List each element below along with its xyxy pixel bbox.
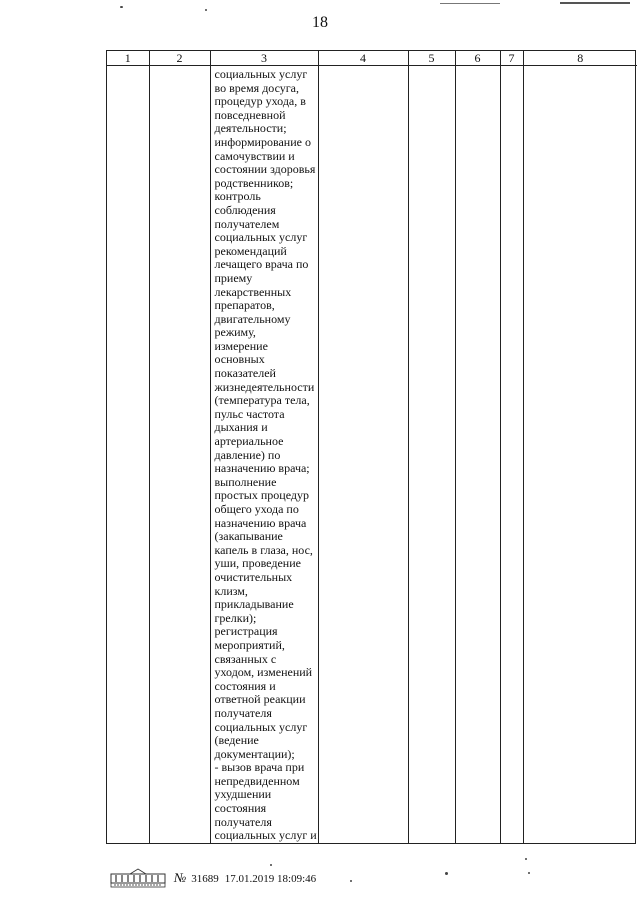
cell-col-8 [523, 66, 637, 844]
description-line: ухудшении [214, 787, 272, 802]
description-line: выполнение [214, 474, 277, 489]
scan-speck [528, 872, 530, 874]
description-line: социальных услуг [214, 67, 308, 81]
description-line: приему [214, 270, 253, 285]
description-line: грелки); [214, 610, 257, 625]
description-line: информирование о [214, 134, 311, 149]
registration-stamp [174, 870, 316, 886]
description-line: двигательному [214, 311, 291, 326]
cell-col-4 [318, 66, 408, 844]
cell-col-2 [149, 66, 210, 844]
description-line: лечащего врача по [214, 257, 309, 272]
description-line: дыхания и [214, 420, 268, 435]
description-line: капель в глаза, нос, [214, 542, 313, 557]
description-line: назначению врача; [214, 461, 310, 476]
cell-col-7 [500, 66, 523, 844]
description-line: очистительных [214, 569, 293, 584]
description-line: прикладывание [214, 597, 294, 612]
table-header-row [107, 51, 637, 66]
description-line: состояния и [214, 678, 276, 693]
description-line: состояния [214, 801, 267, 816]
cell-col-6 [455, 66, 500, 844]
scan-speck [270, 864, 272, 866]
cell-col-5 [408, 66, 455, 844]
cell-col-3 [210, 66, 318, 844]
header-col-4: 4 [318, 51, 408, 66]
scan-speck [205, 9, 207, 11]
description-line: получателя [214, 705, 272, 720]
header-col-6: 6 [455, 51, 500, 66]
registration-number: 31689 [191, 873, 219, 885]
header-col-3: 3 [210, 51, 318, 66]
description-line: получателем [214, 216, 280, 231]
description-line: препаратов, [214, 298, 275, 313]
description-line: рекомендаций [214, 243, 287, 258]
cell-col-1 [107, 66, 149, 844]
description-line: (закапывание [214, 529, 283, 544]
number-sign: № [174, 870, 187, 885]
service-description [211, 66, 318, 843]
description-line: мероприятий, [214, 637, 285, 652]
description-line: простых процедур [214, 488, 309, 503]
description-line: ответной реакции [214, 692, 306, 707]
registration-datetime: 17.01.2019 18:09:46 [224, 873, 317, 885]
description-line: уходом, изменений [214, 665, 313, 680]
description-line: измерение [214, 338, 268, 353]
description-line: социальных услуг [214, 230, 308, 245]
description-line: (температура тела, [214, 393, 310, 408]
scan-speck [445, 872, 448, 875]
footer [110, 866, 316, 890]
header-col-7: 7 [500, 51, 523, 66]
description-line: - вызов врача при [214, 760, 305, 775]
header-col-1: 1 [107, 51, 149, 66]
description-line: (ведение [214, 733, 259, 748]
registry-logo-icon [110, 868, 166, 888]
scan-speck [560, 2, 630, 4]
description-line: самочувствии и [214, 148, 295, 163]
description-line: во время досуга, [214, 80, 300, 95]
scan-speck [525, 858, 527, 860]
description-line: основных [214, 352, 265, 367]
description-line: общего ухода по [214, 502, 299, 516]
page-number: 18 [312, 14, 328, 31]
description-line: лекарственных [214, 284, 292, 299]
header-col-2: 2 [149, 51, 210, 66]
description-line: давление) по [214, 447, 281, 462]
description-line: связанных с [214, 651, 277, 666]
description-line: социальных услуг и [214, 828, 317, 843]
description-line: соблюдения [214, 202, 276, 217]
description-line: регистрация [214, 624, 278, 639]
description-line: документации); [214, 746, 295, 761]
description-line: показателей [214, 366, 276, 381]
description-line: социальных услуг [214, 719, 308, 734]
description-line: уши, проведение [214, 556, 301, 571]
description-line: назначению врача [214, 515, 307, 530]
description-line: непредвиденном [214, 773, 300, 788]
description-line: клизм, [214, 583, 248, 598]
header-col-5: 5 [408, 51, 455, 66]
table-row [107, 66, 637, 844]
description-line: пульс частота [214, 406, 285, 421]
description-line: повседневной [214, 107, 286, 122]
description-line: артериальное [214, 434, 284, 449]
scan-speck [440, 3, 500, 4]
description-line: деятельности; [214, 121, 287, 136]
scan-speck [120, 6, 123, 8]
description-line: состоянии здоровья [214, 162, 316, 177]
description-line: процедур ухода, в [214, 94, 306, 109]
description-line: режиму, [214, 325, 256, 340]
header-col-8: 8 [523, 51, 637, 66]
services-table [106, 50, 636, 844]
description-line: получателя [214, 814, 272, 829]
description-line: жизнедеятельности [214, 379, 315, 394]
description-line: родственников; [214, 175, 294, 190]
scan-speck [350, 880, 352, 882]
description-line: контроль [214, 189, 261, 204]
